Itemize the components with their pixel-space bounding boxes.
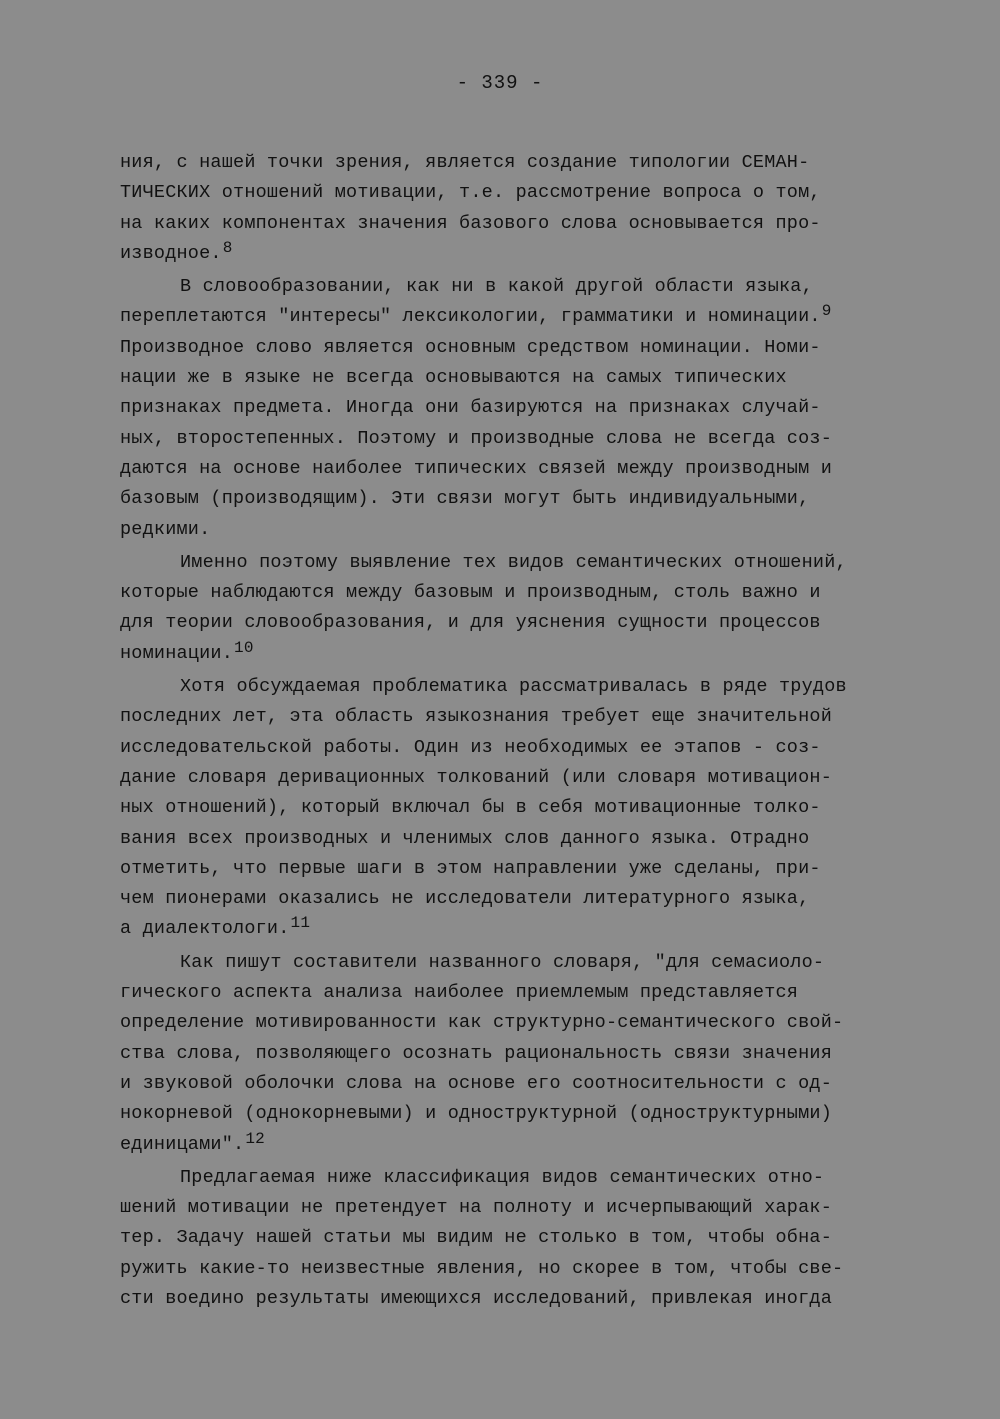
text-line (120, 578, 900, 608)
line-text: отметить, что первые шаги в этом направлении уже сделаны, при- (120, 857, 821, 879)
line-text: ных, второстепенных. Поэтому и производные слова не всегда соз- (120, 427, 833, 449)
line-text: а диалектологи. (120, 918, 290, 940)
text-line (120, 148, 900, 178)
page-number: - 339 - (456, 72, 544, 94)
text-line (120, 978, 900, 1008)
footnote-marker: 11 (290, 914, 311, 933)
text-line (120, 178, 900, 208)
line-text: В словообразовании, как ни в какой другой области языка, (180, 276, 813, 298)
text-line (120, 454, 900, 484)
line-text: тер. Задачу нашей статьи мы видим не столько в том, чтобы обна- (120, 1227, 833, 1249)
line-text: дание словаря деривационных толкований (или словаря мотивацион- (120, 766, 833, 788)
text-line (120, 763, 900, 793)
footnote-marker: 12 (245, 1129, 265, 1148)
line-text: которые наблюдаются между базовым и производным, столь важно и (120, 582, 821, 604)
line-text: базовым (производящим). Эти связи могут быть индивидуальными, (120, 488, 810, 510)
text-line (120, 1193, 900, 1223)
text-line (120, 854, 900, 884)
body-text (120, 148, 900, 1314)
line-text: ства слова, позволяющего осознать рациональность связи значения (120, 1042, 833, 1064)
text-line (120, 272, 900, 302)
text-line (120, 548, 900, 578)
text-line (120, 639, 900, 669)
text-line (120, 484, 900, 514)
text-line (120, 733, 900, 763)
line-text: даются на основе наиболее типических связей между производным и (120, 457, 833, 479)
line-text: нокорневой (однокорневыми) и одноструктурной (одноструктурными) (120, 1103, 833, 1125)
text-line (120, 1039, 900, 1069)
line-text: Именно поэтому выявление тех видов семантических отношений, (180, 551, 847, 573)
text-line (120, 515, 900, 545)
line-text: ния, с нашей точки зрения, является создание типологии СЕМАН- (120, 152, 810, 173)
line-text: единицами". (120, 1133, 245, 1155)
line-text: чем пионерами оказались не исследователи литературного языка, (120, 888, 810, 910)
line-text: редкими. (120, 518, 211, 540)
text-line (120, 793, 900, 823)
text-line (120, 1284, 900, 1314)
line-text: ТИЧЕСКИХ отношений мотивации, т.е. рассмотрение вопроса о том, (120, 182, 821, 204)
footnote-marker: 9 (821, 302, 832, 321)
text-line (120, 333, 900, 363)
text-line (120, 1254, 900, 1284)
line-text: шений мотивации не претендует на полноту и исчерпывающий харак- (120, 1197, 833, 1219)
text-line (120, 914, 900, 944)
line-text: последних лет, эта область языкознания требует еще значительной (120, 706, 833, 728)
text-line (120, 1099, 900, 1129)
line-text: номинации. (120, 642, 234, 664)
text-line (120, 672, 900, 702)
line-text: исследовательской работы. Один из необходимых ее этапов - соз- (120, 736, 821, 758)
text-line (120, 239, 900, 269)
line-text: Предлагаемая ниже классификация видов семантических отно- (180, 1166, 825, 1188)
text-line (120, 1130, 900, 1160)
line-text: и звуковой оболочки слова на основе его соотносительности с од- (120, 1072, 833, 1094)
line-text: для теории словообразования, и для уяснения сущности процессов (120, 612, 821, 634)
text-line (120, 1069, 900, 1099)
footnote-marker: 8 (222, 238, 233, 257)
text-line (120, 948, 900, 978)
line-text: ных отношений), который включал бы в себя мотивационные толко- (120, 797, 821, 819)
text-line (120, 424, 900, 454)
line-text: гического аспекта анализа наиболее приемлемым представляется (120, 982, 799, 1004)
text-line (120, 1163, 900, 1193)
line-text: признаках предмета. Иногда они базируются на признаках случай- (120, 397, 821, 419)
line-text: Как пишут составители названного словаря, "для семасиоло- (180, 951, 825, 973)
text-line (120, 363, 900, 393)
text-line (120, 302, 900, 332)
line-text: Хотя обсуждаемая проблематика рассматривалась в ряде трудов (180, 676, 847, 698)
line-text: сти воедино результаты имеющихся исследований, привлекая иногда (120, 1287, 833, 1309)
line-text: ружить какие-то неизвестные явления, но скорее в том, чтобы све- (120, 1257, 844, 1279)
text-line (120, 209, 900, 239)
text-line (120, 393, 900, 423)
text-line (120, 884, 900, 914)
line-text: Производное слово является основным средством номинации. Номи- (120, 336, 821, 358)
line-text: изводное. (120, 242, 222, 264)
text-line (120, 824, 900, 854)
line-text: вания всех производных и членимых слов данного языка. Отрадно (120, 827, 810, 849)
line-text: нации же в языке не всегда основываются на самых типических (120, 367, 787, 389)
text-line (120, 608, 900, 638)
text-line (120, 702, 900, 732)
line-text: определение мотивированности как структурно-семантического свой- (120, 1012, 844, 1034)
text-line (120, 1223, 900, 1253)
text-line (120, 1008, 900, 1038)
line-text: на каких компонентах значения базового слова основывается про- (120, 212, 821, 234)
line-text: переплетаются "интересы" лексикологии, грамматики и номинации. (120, 306, 821, 328)
footnote-marker: 10 (234, 638, 254, 657)
